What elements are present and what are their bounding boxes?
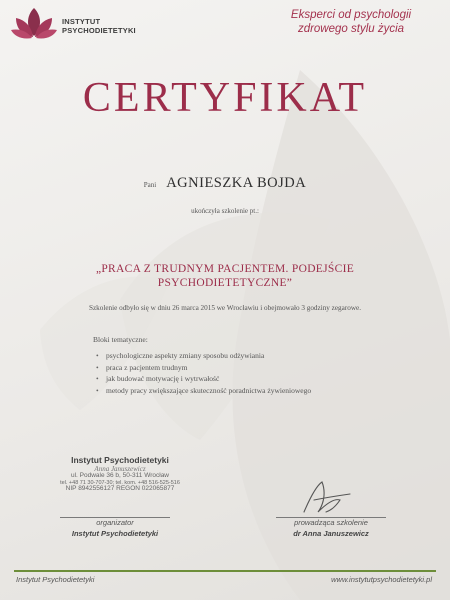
tagline-line-1: Eksperci od psychologii	[290, 9, 412, 21]
organizer-name: Instytut Psychodietetyki	[71, 529, 159, 538]
institute-stamp	[50, 455, 190, 493]
course-title-line-2: PSYCHODIETETYCZNE”	[157, 277, 293, 289]
stamp-address: ul. Podwale 36 b, 50-311 Wrocław	[70, 472, 170, 479]
footer-institute: Instytut Psychodietetyki	[16, 575, 95, 584]
topic-block-item: • jak budować motywację i wytrwałość	[96, 373, 396, 385]
course-title	[40, 262, 410, 290]
logo-line-1: INSTYTUT	[62, 17, 101, 26]
trainer-name: dr Anna Januszewicz	[293, 529, 369, 538]
topic-block-item: • praca z pacjentem trudnym	[96, 362, 396, 374]
institute-logo	[10, 6, 160, 42]
certificate-title: CERTYFIKAT	[82, 75, 368, 121]
logo-text	[62, 17, 136, 35]
blocks-label: Bloki tematyczne:	[93, 335, 148, 344]
topic-blocks-list	[96, 350, 396, 396]
tagline-line-2: zdrowego stylu życia	[297, 23, 405, 35]
footer-rule	[14, 570, 436, 572]
course-title-line-1: „PRACA Z TRUDNYM PACJENTEM. PODEJŚCIE	[95, 263, 355, 275]
footer-website: www.instytutpsychodietetyki.pl	[331, 575, 432, 584]
stamp-phones: tel. +48 71 30-707-30; tel. kom. +48 516-525-516	[60, 479, 180, 486]
salutation: Pani	[143, 181, 157, 189]
trainer-role: prowadząca szkolenie	[294, 518, 368, 527]
topic-block-item: • metody pracy zwiększające skuteczność poradnictwa żywieniowego	[96, 385, 396, 397]
logo-line-2: PSYCHODIETETYKI	[62, 26, 136, 35]
topic-block-item: • psychologiczne aspekty zmiany sposobu odżywiania	[96, 350, 396, 362]
stamp-person: Anna Januszewicz	[94, 465, 146, 473]
training-details: Szkolenie odbyło się w dniu 26 marca 2015 we Wrocławiu i obejmowało 3 godziny zegarowe.	[88, 304, 362, 312]
stamp-org: Instytut Psychodietetyki	[71, 455, 169, 465]
completed-text: ukończyła szkolenie pt.:	[191, 207, 259, 215]
handwritten-signature	[296, 478, 356, 518]
stamp-ids: NIP 8942556127 REGON 022065877	[65, 485, 175, 492]
lotus-icon	[10, 6, 58, 42]
recipient	[0, 174, 450, 192]
recipient-name: AGNIESZKA BOJDA	[166, 175, 307, 191]
tagline	[276, 8, 426, 36]
organizer-role: organizator	[96, 518, 134, 527]
